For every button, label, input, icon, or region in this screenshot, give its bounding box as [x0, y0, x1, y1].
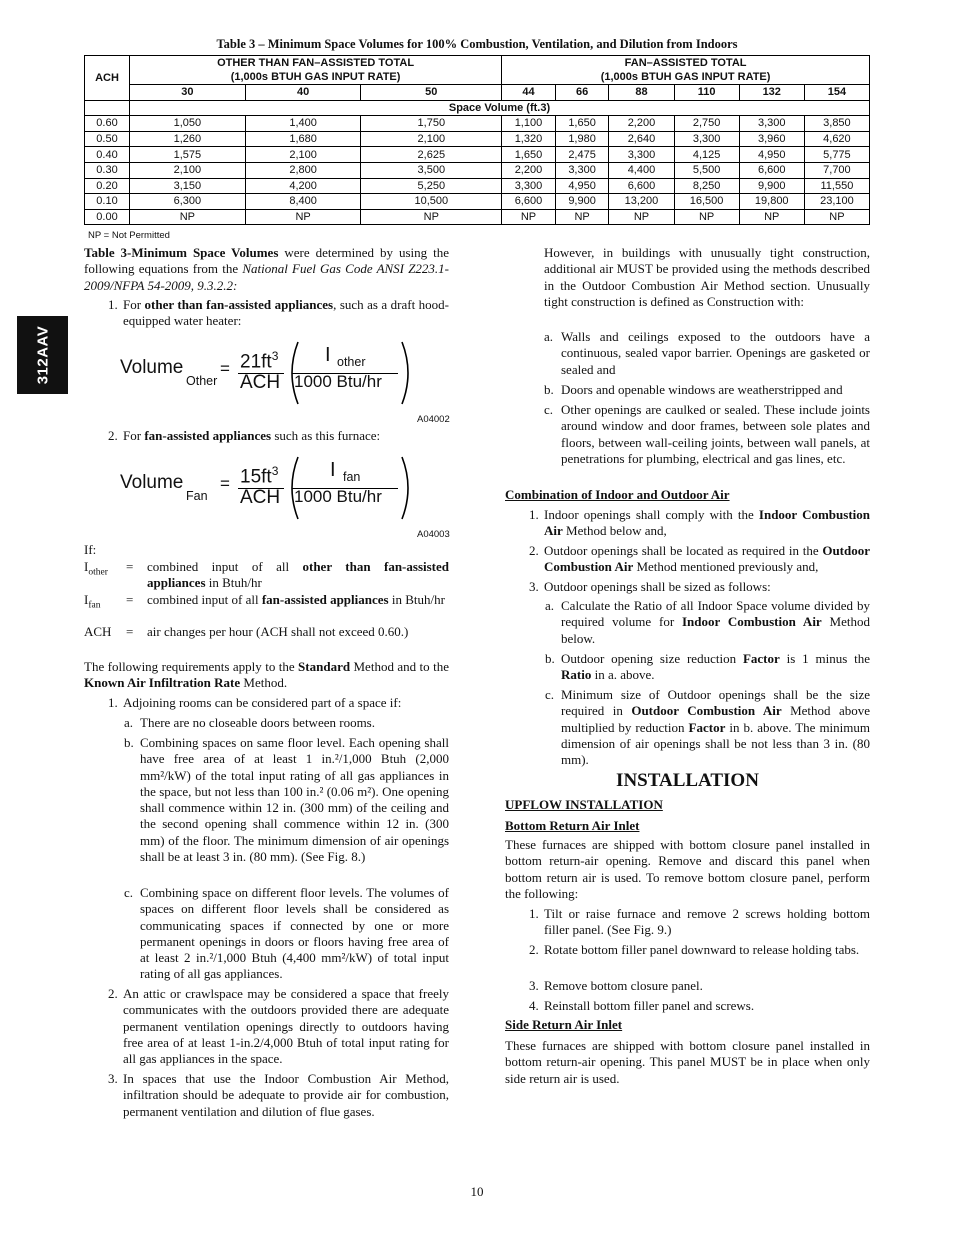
item1-bold: other than fan-assisted appliances	[144, 297, 334, 312]
intro-rest: were determined by using the following equations from the	[84, 245, 449, 277]
ach-cell: 0.00	[85, 209, 130, 225]
ach-cell: 0.30	[85, 162, 130, 178]
item-number: 3.	[529, 579, 539, 594]
group-other-header	[130, 56, 502, 85]
c1-post: Method below and,	[562, 523, 667, 539]
volume-cell: 6,600	[609, 178, 674, 194]
step-3	[529, 978, 870, 994]
combination-item-3	[529, 579, 870, 595]
item-letter: c.	[544, 402, 554, 417]
table-row	[85, 162, 870, 178]
c1-bold: Indoor Combustion Air	[544, 507, 870, 539]
volume-cell: 3,150	[130, 178, 246, 194]
intro-italic: National Fuel Gas Code ANSI Z223.1-2009/NFPA 54-2009, 9.3.2.2:	[84, 261, 450, 293]
item-letter: b.	[124, 735, 134, 750]
volume-cell: 4,950	[555, 178, 609, 194]
c3c-post: in b. above. The minimum dimension of air openings shall be not less than 3 in. (80 mm).	[561, 719, 871, 768]
def-symbol: I	[84, 559, 89, 574]
table-row	[85, 194, 870, 210]
table-row	[85, 178, 870, 194]
item1-post: , such as a draft hood-equipped water heater:	[123, 297, 449, 329]
formula-numerator: 21ft	[240, 351, 272, 373]
volume-cell: 2,750	[674, 116, 739, 132]
def-symbol: I	[84, 592, 89, 607]
item-number: 3.	[108, 1071, 118, 1086]
volume-cell: 2,100	[130, 162, 246, 178]
c3c-mid: Method above multiplied by reduction	[561, 703, 871, 735]
c3c-pre: Minimum size of Outdoor openings shall be the size required in	[561, 687, 870, 719]
group-other-line2: (1,000s BTUH GAS INPUT RATE)	[230, 71, 401, 83]
volume-cell: 5,250	[361, 178, 502, 194]
def-subscript: fan	[88, 600, 101, 611]
if-label: If:	[84, 542, 97, 557]
volume-cell: NP	[609, 209, 674, 225]
formula-i: I	[325, 344, 331, 366]
volume-cell: 3,300	[555, 162, 609, 178]
volume-cell: NP	[130, 209, 246, 225]
table-title: Table 3 – Minimum Space Volumes for 100% Combustion, Ventilation, and Dilution from Indoors	[216, 37, 738, 51]
ach-cell: 0.40	[85, 147, 130, 163]
volume-cell: NP	[502, 209, 556, 225]
input-rate-row	[85, 85, 870, 101]
tight-item-b-text: Doors and openable windows are weatherstripped and	[561, 382, 843, 397]
req-bold-known: Known Air Infiltration Rate	[84, 675, 241, 691]
volume-cell: 4,200	[245, 178, 361, 194]
item-number: 1.	[529, 906, 539, 921]
volume-cell: NP	[361, 209, 502, 225]
volume-cell: 4,125	[674, 147, 739, 163]
volume-cell: 16,500	[674, 194, 739, 210]
step-4	[529, 998, 870, 1014]
formula-other	[120, 338, 450, 428]
step-1	[529, 906, 870, 939]
table-body	[85, 116, 870, 225]
c3c-bold: Outdoor Combustion Air	[631, 703, 782, 719]
formula-equals: =	[220, 474, 230, 493]
input-rate-cell: 66	[555, 85, 609, 101]
item-letter: c.	[124, 885, 134, 900]
requirement-2	[108, 986, 449, 1067]
volume-cell: 2,640	[609, 131, 674, 147]
formula-numerator: 15ft	[240, 466, 272, 488]
ach-cell: 0.50	[85, 131, 130, 147]
volume-cell: 2,100	[361, 131, 502, 147]
item2-bold: fan-assisted appliances	[144, 428, 272, 443]
def-symbol: ACH	[84, 624, 112, 639]
installation-heading: INSTALLATION	[616, 770, 759, 791]
volume-cell: 1,320	[502, 131, 556, 147]
volume-cell: 1,400	[245, 116, 361, 132]
formula-volume-sub: Other	[186, 374, 218, 388]
volume-cell: 8,400	[245, 194, 361, 210]
combination-item-3c	[545, 687, 870, 768]
volume-cell: 9,900	[739, 178, 804, 194]
c3b-post: in a. above.	[591, 667, 655, 683]
table-intro	[84, 245, 449, 294]
volume-cell: 1,575	[130, 147, 246, 163]
formula-denominator: ACH	[240, 487, 281, 508]
side-tab-label: 312AAV	[34, 325, 51, 385]
tight-item-a	[544, 329, 870, 378]
volume-cell: NP	[739, 209, 804, 225]
group-fan-header	[502, 56, 870, 85]
formula-btu: 1000 Btu/hr	[294, 487, 382, 506]
volume-cell: 13,200	[609, 194, 674, 210]
definition-ach	[84, 624, 449, 640]
volume-cell: 1,680	[245, 131, 361, 147]
formula-fan	[120, 453, 450, 543]
tight-item-c	[544, 402, 870, 467]
tight-item-a-text: Walls and ceilings exposed to the outdoors have a continuous, sealed vapor barrier. Openings are gasketed or sealed and	[561, 329, 870, 377]
def-subscript: other	[88, 567, 108, 578]
c3a-pre: Calculate the Ratio of all Indoor Space volume divided by required volume for	[561, 598, 870, 630]
requirement-1a-text: There are no closeable doors between rooms.	[140, 715, 375, 730]
c1-pre: Indoor openings shall comply with the	[544, 507, 759, 522]
req-post: Method.	[240, 675, 288, 691]
def-equals: =	[126, 592, 134, 607]
item-letter: a.	[124, 715, 134, 730]
group-fan-line1: FAN–ASSISTED TOTAL	[624, 57, 747, 69]
requirement-1-text: Adjoining rooms can be considered part of a space if:	[123, 695, 402, 710]
item-number: 3.	[529, 978, 539, 993]
formula-denominator: ACH	[240, 372, 281, 393]
item2-post: such as this furnace:	[271, 428, 381, 443]
step-4-text: Reinstall bottom filler panel and screws.	[544, 998, 755, 1013]
def-pre: combined input of all	[147, 559, 303, 574]
volume-cell: 10,500	[361, 194, 502, 210]
volume-cell: 3,500	[361, 162, 502, 178]
table-row	[85, 131, 870, 147]
bottom-return-heading: Bottom Return Air Inlet	[505, 818, 640, 833]
c3b-pre: Outdoor opening size reduction	[561, 651, 743, 666]
def-bold: fan-assisted appliances	[261, 592, 389, 607]
requirement-1b	[124, 735, 449, 865]
item-number: 4.	[529, 998, 539, 1013]
item-number: 2.	[529, 942, 539, 957]
requirements-intro	[84, 659, 449, 692]
np-note: NP = Not Permitted	[88, 230, 170, 241]
upflow-heading: UPFLOW INSTALLATION	[505, 797, 663, 812]
requirement-1c	[124, 885, 449, 983]
volume-cell: 2,200	[609, 116, 674, 132]
item-letter: b.	[544, 382, 554, 397]
c3b-bold2: Ratio	[561, 667, 592, 683]
volume-cell: 2,800	[245, 162, 361, 178]
volume-cell: 4,950	[739, 147, 804, 163]
volume-cell: 2,625	[361, 147, 502, 163]
combination-heading: Combination of Indoor and Outdoor Air	[505, 487, 730, 502]
volume-cell: 2,475	[555, 147, 609, 163]
def-pre: combined input of all	[147, 592, 262, 607]
formula-item-1	[108, 297, 449, 330]
c2-post: Method mentioned previously and,	[633, 559, 819, 575]
requirement-3-text: In spaces that use the Indoor Combustion Air Method, infiltration should be adequate to provide air for combustion, permanent ventilation and dilution of flue gases.	[123, 1071, 449, 1119]
ach-cell: 0.20	[85, 178, 130, 194]
volume-cell: 6,300	[130, 194, 246, 210]
side-return-heading: Side Return Air Inlet	[505, 1017, 623, 1032]
requirement-1c-text: Combining space on different floor levels. The volumes of spaces on different floor levels shall be considered as communicating spaces if connected by one or more permanent openings in doors or floors having free area of at least 2 in.²/1,000 Btuh (4,400 mm²/kW) of total input rating of all gas appliances.	[140, 885, 449, 982]
formula-item-2	[108, 428, 449, 444]
input-rate-cell: 40	[245, 85, 361, 101]
def-pre: air changes per hour (ACH shall not exceed 0.60.)	[147, 624, 409, 639]
table-row	[85, 209, 870, 225]
volume-cell: 1,260	[130, 131, 246, 147]
units-ach-blank	[85, 100, 130, 116]
side-return-paragraph: These furnaces are shipped with bottom closure panel installed in bottom return-air opening. This panel MUST be in place when only side return air is used.	[505, 1038, 870, 1086]
step-2-text: Rotate bottom filler panel downward to release holding tabs.	[544, 942, 860, 957]
c3-text: Outdoor openings shall be sized as follows:	[544, 579, 771, 594]
item-letter: a.	[544, 329, 554, 344]
volume-cell: NP	[245, 209, 361, 225]
volume-cell: 2,100	[245, 147, 361, 163]
item1-pre: For	[123, 297, 145, 312]
input-rate-cell: 110	[674, 85, 739, 101]
step-1-text: Tilt or raise furnace and remove 2 screws holding bottom filler panel. (See Fig. 9.)	[544, 906, 870, 938]
c2-bold: Outdoor Combustion Air	[544, 543, 870, 575]
group-fan-line2: (1,000s BTUH GAS INPUT RATE)	[600, 71, 771, 83]
def-bold: other than fan-assisted appliances	[147, 559, 449, 591]
requirement-2-text: An attic or crawlspace may be considered a space that freely communicates with the outdoors provided there are adequate permanent ventilation openings directly to outdoors having free area of at least 1-in.2/4,000 Btuh of total input rating for all gas appliances in the space.	[123, 986, 449, 1067]
volume-cell: 23,100	[804, 194, 869, 210]
definition-fan	[84, 592, 449, 611]
item2-pre: For	[123, 428, 145, 443]
volume-cell: 1,750	[361, 116, 502, 132]
tight-item-b	[544, 382, 870, 398]
formula-btu: 1000 Btu/hr	[294, 372, 382, 391]
formula-equals: =	[220, 359, 230, 378]
volume-cell: 4,620	[804, 131, 869, 147]
step-3-text: Remove bottom closure panel.	[544, 978, 703, 993]
volume-cell: 3,300	[609, 147, 674, 163]
volume-cell: 11,550	[804, 178, 869, 194]
volume-cell: 1,650	[555, 116, 609, 132]
volume-cell: 2,200	[502, 162, 556, 178]
item-letter: b.	[545, 651, 555, 666]
volume-cell: 9,900	[555, 194, 609, 210]
volume-cell: NP	[674, 209, 739, 225]
c3b-bold: Factor	[742, 651, 780, 666]
volume-cell: NP	[555, 209, 609, 225]
combination-item-2	[529, 543, 870, 576]
ach-header: ACH	[85, 56, 130, 101]
volume-cell: 5,775	[804, 147, 869, 163]
volume-cell: 1,980	[555, 131, 609, 147]
units-row: Space Volume (ft.3)	[130, 100, 870, 116]
tight-construction-paragraph: However, in buildings with unusually tight construction, additional air MUST be provided using the methods described in the Outdoor Combustion Air Method section. Unusually tight construction is defined as Construction with:	[544, 245, 870, 309]
requirement-1b-text: Combining spaces on same floor level. Each opening shall have free area of at least 1 in.²/1,000 Btuh (2,000 mm²/kW) of the total input rating of all gas appliances in the space, but not less than 100 in.² (0.06 m²). One opening shall commence within 12 in. (300 mm) of the ceiling and the second opening shall commence within 12 in. (300 mm) of the floor. The minimum dimension of air openings shall be at least 3 in. (80 mm). (See Fig. 8.)	[140, 735, 449, 865]
formula-i: I	[330, 459, 336, 481]
requirement-1a	[124, 715, 449, 731]
ach-cell: 0.60	[85, 116, 130, 132]
def-post: in Btuh/hr	[205, 575, 262, 591]
volume-cell: 7,700	[804, 162, 869, 178]
requirement-3	[108, 1071, 449, 1120]
formula-exponent: 3	[271, 349, 279, 363]
formula-volume-sub: Fan	[186, 489, 208, 503]
space-volume-table	[84, 55, 870, 225]
step-2	[529, 942, 870, 958]
definition-other	[84, 559, 449, 592]
volume-cell: 6,600	[502, 194, 556, 210]
c2-pre: Outdoor openings shall be located as required in the	[544, 543, 823, 558]
formula-volume: Volume	[120, 357, 184, 378]
item-letter: c.	[545, 687, 555, 702]
item-number: 1.	[529, 507, 539, 522]
c3c-bold2: Factor	[688, 719, 726, 735]
tight-item-c-text: Other openings are caulked or sealed. These include joints around window and door frames, between sole plates and floors, between wall-ceiling joints, between wall panels, at penetrations for plumbing, electrical and gas lines, etc.	[561, 402, 870, 466]
input-rate-cell: 44	[502, 85, 556, 101]
req-mid: Method and to the	[350, 659, 449, 674]
formula-i-sub: fan	[343, 470, 361, 484]
item-number: 1.	[108, 297, 118, 312]
input-rate-cell: 50	[361, 85, 502, 101]
volume-cell: 6,600	[739, 162, 804, 178]
req-bold-standard: Standard	[298, 659, 351, 674]
combination-item-3b	[545, 651, 870, 684]
def-equals: =	[126, 559, 134, 574]
volume-cell: 1,650	[502, 147, 556, 163]
volume-cell: 3,850	[804, 116, 869, 132]
volume-cell: 8,250	[674, 178, 739, 194]
volume-cell: 4,400	[609, 162, 674, 178]
item-number: 2.	[529, 543, 539, 558]
volume-cell: NP	[804, 209, 869, 225]
intro-bold: Table 3-Minimum Space Volumes	[84, 245, 279, 260]
item-letter: a.	[545, 598, 555, 613]
side-tab-model	[17, 316, 68, 394]
volume-cell: 3,300	[674, 131, 739, 147]
formula-exponent: 3	[271, 464, 279, 478]
item-number: 2.	[108, 986, 118, 1001]
combination-item-3a	[545, 598, 870, 647]
group-other-line1: OTHER THAN FAN–ASSISTED TOTAL	[217, 57, 415, 69]
bottom-return-paragraph: These furnaces are shipped with bottom closure panel installed in bottom return-air opening. Remove and discard this panel when bottom return air is used. To remove bottom closure panel, perform the following:	[505, 837, 870, 901]
table-row	[85, 147, 870, 163]
table-row	[85, 116, 870, 132]
figure-code: A04003	[417, 529, 450, 540]
formula-i-sub: other	[337, 355, 366, 369]
c3a-post: Method below.	[561, 614, 870, 646]
volume-cell: 1,100	[502, 116, 556, 132]
input-rate-cell: 30	[130, 85, 246, 101]
ach-cell: 0.10	[85, 194, 130, 210]
def-post: in Btuh/hr	[388, 592, 445, 607]
volume-cell: 3,960	[739, 131, 804, 147]
c3a-bold: Indoor Combustion Air	[682, 614, 822, 630]
input-rate-cell: 88	[609, 85, 674, 101]
volume-cell: 3,300	[739, 116, 804, 132]
volume-cell: 5,500	[674, 162, 739, 178]
req-pre: The following requirements apply to the	[84, 659, 299, 674]
input-rate-cell: 154	[804, 85, 869, 101]
page-number: 10	[470, 1184, 484, 1199]
combination-item-1	[529, 507, 870, 540]
volume-cell: 3,300	[502, 178, 556, 194]
item-number: 1.	[108, 695, 118, 710]
c3b-mid: is 1 minus the	[779, 651, 870, 666]
figure-code: A04002	[417, 414, 450, 425]
formula-volume: Volume	[120, 472, 184, 493]
volume-cell: 19,800	[739, 194, 804, 210]
def-equals: =	[126, 624, 134, 639]
item-number: 2.	[108, 428, 118, 443]
volume-cell: 1,050	[130, 116, 246, 132]
requirement-1	[108, 695, 449, 711]
input-rate-cell: 132	[739, 85, 804, 101]
